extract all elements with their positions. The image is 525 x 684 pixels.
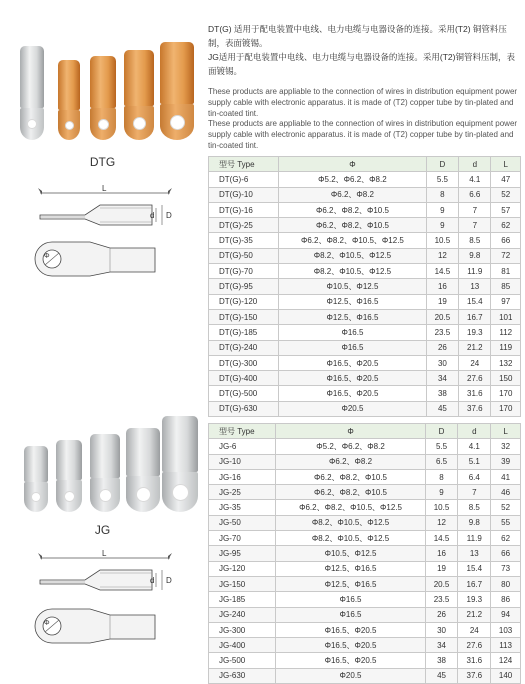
table-cell: 4.1 xyxy=(459,172,491,187)
table-row xyxy=(209,325,521,340)
table-cell: Φ5.2、Φ6.2、Φ8.2 xyxy=(279,172,427,187)
table-row xyxy=(209,607,521,622)
lug-image xyxy=(162,416,198,512)
table-row xyxy=(209,279,521,294)
table-row xyxy=(209,264,521,279)
table-cell: DT(G)-10 xyxy=(209,187,279,202)
table-cell: DT(G)-16 xyxy=(209,202,279,217)
table-cell: DT(G)-400 xyxy=(209,371,279,386)
table-row xyxy=(209,386,521,401)
table-cell: 30 xyxy=(425,622,458,637)
table-cell: 45 xyxy=(426,401,458,416)
table-cell: 31.6 xyxy=(459,386,491,401)
table-cell: 23.5 xyxy=(425,592,458,607)
table-cell: 15.4 xyxy=(459,294,491,309)
table-cell: 8.5 xyxy=(458,500,491,515)
table-cell: 20.5 xyxy=(426,309,458,324)
table-cell: 72 xyxy=(491,248,521,263)
table-cell: DT(G)-150 xyxy=(209,309,279,324)
table-cell: Φ8.2、Φ10.5、Φ12.5 xyxy=(276,515,425,530)
table-cell: 97 xyxy=(491,294,521,309)
table-cell: 15.4 xyxy=(458,561,491,576)
table-cell: DT(G)-25 xyxy=(209,218,279,233)
intro-cn-dt: DT(G) 适用于配电装置中电线、电力电缆与电器设备的连接。采用(T2) 铜管料压制，表面镀锡。 xyxy=(208,24,507,48)
dim-phi-label: Φ xyxy=(44,253,50,260)
table-cell: 103 xyxy=(491,622,521,637)
table-cell: JG-240 xyxy=(209,607,276,622)
table-cell: 52 xyxy=(491,500,521,515)
table-row xyxy=(209,218,521,233)
table-cell: JG-16 xyxy=(209,469,276,484)
intro-en-jg: These products are appliable to the connection of wires in distribution equipment power supply cable with electronic apparatus. it is made of (T2) copper tube by tin-plated and tin-coated tint. xyxy=(208,119,518,150)
table-cell: 10.5 xyxy=(426,233,458,248)
lug-image xyxy=(20,46,44,140)
jg-top-view-drawing xyxy=(30,605,190,647)
table-cell: 9.8 xyxy=(458,515,491,530)
table-cell: 10.5 xyxy=(425,500,458,515)
table-cell: Φ6.2、Φ8.2、Φ10.5 xyxy=(279,218,427,233)
table-cell: 9 xyxy=(426,218,458,233)
table-cell: 24 xyxy=(459,355,491,370)
table-cell: 46 xyxy=(491,485,521,500)
table-row xyxy=(209,485,521,500)
table-cell: 45 xyxy=(425,668,458,683)
table-cell: JG-630 xyxy=(209,668,276,683)
table-cell: Φ12.5、Φ16.5 xyxy=(276,576,425,591)
table-cell: Φ16.5 xyxy=(279,340,427,355)
lug-image xyxy=(90,434,120,512)
table-cell: Φ10.5、Φ12.5 xyxy=(276,546,425,561)
table-cell: 52 xyxy=(491,187,521,202)
table-cell: JG-70 xyxy=(209,531,276,546)
column-header: D xyxy=(426,157,458,172)
column-header: 型号 Type xyxy=(209,157,279,172)
table-cell: 16 xyxy=(425,546,458,561)
table-cell: 55 xyxy=(491,515,521,530)
dim-d-label: d xyxy=(150,576,155,585)
table-cell: Φ12.5、Φ16.5 xyxy=(279,294,427,309)
table-cell: Φ6.2、Φ8.2 xyxy=(276,454,425,469)
table-cell: 34 xyxy=(425,638,458,653)
table-cell: 24 xyxy=(458,622,491,637)
lug-image xyxy=(58,60,80,140)
table-cell: 4.1 xyxy=(458,439,491,454)
table-row xyxy=(209,546,521,561)
table-row xyxy=(209,515,521,530)
table-cell: 8 xyxy=(425,469,458,484)
table-cell: Φ6.2、Φ8.2、Φ10.5 xyxy=(276,485,425,500)
table-cell: Φ8.2、Φ10.5、Φ12.5 xyxy=(276,531,425,546)
table-cell: 6.6 xyxy=(459,187,491,202)
table-cell: 6.4 xyxy=(458,469,491,484)
table-cell: 26 xyxy=(426,340,458,355)
table-cell: JG-500 xyxy=(209,653,276,668)
lug-image xyxy=(126,428,160,512)
jg-spec-table xyxy=(208,423,521,684)
table-cell: 5.5 xyxy=(426,172,458,187)
table-cell: 14.5 xyxy=(426,264,458,279)
table-row xyxy=(209,439,521,454)
jg-model-label: JG xyxy=(94,523,111,537)
table-row xyxy=(209,309,521,324)
table-cell: 80 xyxy=(491,576,521,591)
table-cell: JG-300 xyxy=(209,622,276,637)
table-header-row xyxy=(209,424,521,439)
table-cell: Φ20.5 xyxy=(279,401,427,416)
table-cell: JG-50 xyxy=(209,515,276,530)
table-row xyxy=(209,233,521,248)
dim-d-label: d xyxy=(150,211,155,220)
table-cell: 41 xyxy=(491,469,521,484)
table-cell: 73 xyxy=(491,561,521,576)
table-row xyxy=(209,592,521,607)
table-cell: 5.5 xyxy=(425,439,458,454)
table-cell: 38 xyxy=(425,653,458,668)
table-cell: 66 xyxy=(491,546,521,561)
jg-product-photo xyxy=(10,402,200,512)
table-cell: 32 xyxy=(491,439,521,454)
dtg-product-photo xyxy=(10,30,200,140)
table-row xyxy=(209,294,521,309)
table-cell: Φ16.5、Φ20.5 xyxy=(276,638,425,653)
table-row xyxy=(209,531,521,546)
table-cell: JG-95 xyxy=(209,546,276,561)
table-cell: DT(G)-120 xyxy=(209,294,279,309)
table-cell: 85 xyxy=(491,279,521,294)
table-cell: Φ6.2、Φ8.2 xyxy=(279,187,427,202)
table-cell: 94 xyxy=(491,607,521,622)
table-cell: 37.6 xyxy=(458,668,491,683)
left-column xyxy=(0,0,205,683)
table-cell: 11.9 xyxy=(458,531,491,546)
table-cell: JG-35 xyxy=(209,500,276,515)
table-cell: Φ6.2、Φ8.2、Φ10.5、Φ12.5 xyxy=(276,500,425,515)
table-cell: JG-25 xyxy=(209,485,276,500)
table-cell: 30 xyxy=(426,355,458,370)
table-row xyxy=(209,187,521,202)
table-cell: Φ16.5 xyxy=(276,592,425,607)
table-cell: Φ16.5 xyxy=(279,325,427,340)
table-cell: Φ8.2、Φ10.5、Φ12.5 xyxy=(279,248,427,263)
table-cell: 39 xyxy=(491,454,521,469)
table-cell: 5.1 xyxy=(458,454,491,469)
table-row xyxy=(209,340,521,355)
table-header-row xyxy=(209,157,521,172)
table-cell: 37.6 xyxy=(459,401,491,416)
table-cell: Φ12.5、Φ16.5 xyxy=(279,309,427,324)
table-cell: 13 xyxy=(458,546,491,561)
table-cell: DT(G)-35 xyxy=(209,233,279,248)
table-row xyxy=(209,248,521,263)
intro-cn-jg: JG适用于配电装置中电线、电力电缆与电器设备的连接。采用(T2)铜管料压制，表面镀锡。 xyxy=(208,52,515,76)
table-row xyxy=(209,622,521,637)
table-cell: 19.3 xyxy=(458,592,491,607)
table-cell: 21.2 xyxy=(459,340,491,355)
lug-image xyxy=(56,440,82,512)
table-row xyxy=(209,638,521,653)
jg-side-view-drawing xyxy=(30,548,190,598)
intro-en-dt: These products are appliable to the connection of wires in distribution equipment power supply cable with electronic apparatus. it is made of (T2) copper tube by tin-plated and tin-coated tint. xyxy=(208,87,518,118)
table-cell: 27.6 xyxy=(458,638,491,653)
table-cell: 112 xyxy=(491,325,521,340)
table-cell: 66 xyxy=(491,233,521,248)
table-cell: 21.2 xyxy=(458,607,491,622)
table-cell: Φ8.2、Φ10.5、Φ12.5 xyxy=(279,264,427,279)
table-cell: JG-10 xyxy=(209,454,276,469)
table-cell: 86 xyxy=(491,592,521,607)
table-cell: 7 xyxy=(458,485,491,500)
column-header: Φ xyxy=(279,157,427,172)
dtg-top-view-drawing xyxy=(30,238,190,280)
table-cell: Φ5.2、Φ6.2、Φ8.2 xyxy=(276,439,425,454)
table-cell: 62 xyxy=(491,218,521,233)
table-cell: 11.9 xyxy=(459,264,491,279)
table-cell: 23.5 xyxy=(426,325,458,340)
table-cell: 170 xyxy=(491,401,521,416)
table-cell: 8.5 xyxy=(459,233,491,248)
column-header: d xyxy=(459,157,491,172)
column-header: D xyxy=(425,424,458,439)
table-cell: 132 xyxy=(491,355,521,370)
lug-image xyxy=(24,446,48,512)
table-row xyxy=(209,454,521,469)
table-row xyxy=(209,500,521,515)
table-row xyxy=(209,668,521,683)
dim-D-label: D xyxy=(166,211,172,220)
column-header: L xyxy=(491,424,521,439)
table-cell: 9 xyxy=(426,202,458,217)
table-row xyxy=(209,172,521,187)
table-cell: 31.6 xyxy=(458,653,491,668)
dtg-side-view-drawing xyxy=(30,183,190,233)
column-header: Φ xyxy=(276,424,425,439)
dim-L-label: L xyxy=(102,549,107,558)
lug-image xyxy=(90,56,116,140)
table-cell: Φ10.5、Φ12.5 xyxy=(279,279,427,294)
table-row xyxy=(209,371,521,386)
table-cell: Φ16.5 xyxy=(276,607,425,622)
right-column xyxy=(208,0,521,683)
table-cell: 12 xyxy=(426,248,458,263)
table-cell: 34 xyxy=(426,371,458,386)
lug-image xyxy=(160,42,194,140)
table-cell: JG-150 xyxy=(209,576,276,591)
dim-D-label: D xyxy=(166,576,172,585)
lug-image xyxy=(124,50,154,140)
table-cell: Φ16.5、Φ20.5 xyxy=(276,653,425,668)
table-cell: 113 xyxy=(491,638,521,653)
table-cell: 124 xyxy=(491,653,521,668)
dim-phi-label: Φ xyxy=(44,620,50,627)
table-row xyxy=(209,576,521,591)
table-cell: Φ20.5 xyxy=(276,668,425,683)
table-cell: 27.6 xyxy=(459,371,491,386)
table-row xyxy=(209,202,521,217)
table-cell: Φ16.5、Φ20.5 xyxy=(279,355,427,370)
table-cell: 20.5 xyxy=(425,576,458,591)
table-cell: 16.7 xyxy=(459,309,491,324)
table-cell: 47 xyxy=(491,172,521,187)
table-cell: JG-6 xyxy=(209,439,276,454)
table-cell: DT(G)-6 xyxy=(209,172,279,187)
table-cell: 62 xyxy=(491,531,521,546)
table-cell: 7 xyxy=(459,218,491,233)
table-cell: 38 xyxy=(426,386,458,401)
table-cell: Φ6.2、Φ8.2、Φ10.5 xyxy=(276,469,425,484)
table-cell: DT(G)-240 xyxy=(209,340,279,355)
table-row xyxy=(209,401,521,416)
table-cell: Φ16.5、Φ20.5 xyxy=(279,371,427,386)
table-cell: 6.5 xyxy=(425,454,458,469)
table-cell: Φ6.2、Φ8.2、Φ10.5、Φ12.5 xyxy=(279,233,427,248)
table-cell: JG-120 xyxy=(209,561,276,576)
table-cell: 81 xyxy=(491,264,521,279)
table-cell: 19 xyxy=(426,294,458,309)
table-row xyxy=(209,469,521,484)
table-cell: DT(G)-500 xyxy=(209,386,279,401)
table-cell: 16 xyxy=(426,279,458,294)
dt-spec-table xyxy=(208,156,521,417)
table-row xyxy=(209,561,521,576)
table-cell: JG-185 xyxy=(209,592,276,607)
table-cell: 170 xyxy=(491,386,521,401)
table-cell: 12 xyxy=(425,515,458,530)
table-cell: 9 xyxy=(425,485,458,500)
table-cell: 8 xyxy=(426,187,458,202)
table-cell: JG-400 xyxy=(209,638,276,653)
table-cell: Φ6.2、Φ8.2、Φ10.5 xyxy=(279,202,427,217)
table-cell: 19.3 xyxy=(459,325,491,340)
table-cell: 16.7 xyxy=(458,576,491,591)
table-cell: 119 xyxy=(491,340,521,355)
table-cell: DT(G)-630 xyxy=(209,401,279,416)
table-cell: DT(G)-185 xyxy=(209,325,279,340)
table-cell: 13 xyxy=(459,279,491,294)
table-cell: Φ16.5、Φ20.5 xyxy=(276,622,425,637)
table-cell: DT(G)-50 xyxy=(209,248,279,263)
column-header: L xyxy=(491,157,521,172)
table-cell: 57 xyxy=(491,202,521,217)
table-cell: Φ12.5、Φ16.5 xyxy=(276,561,425,576)
table-row xyxy=(209,653,521,668)
column-header: d xyxy=(458,424,491,439)
table-cell: 101 xyxy=(491,309,521,324)
table-cell: 7 xyxy=(459,202,491,217)
table-cell: DT(G)-95 xyxy=(209,279,279,294)
table-cell: 150 xyxy=(491,371,521,386)
dim-L-label: L xyxy=(102,184,107,193)
table-cell: 19 xyxy=(425,561,458,576)
table-row xyxy=(209,355,521,370)
column-header: 型号 Type xyxy=(209,424,276,439)
table-cell: 26 xyxy=(425,607,458,622)
table-cell: 9.8 xyxy=(459,248,491,263)
table-cell: Φ16.5、Φ20.5 xyxy=(279,386,427,401)
table-cell: DT(G)-70 xyxy=(209,264,279,279)
table-cell: 140 xyxy=(491,668,521,683)
table-cell: 14.5 xyxy=(425,531,458,546)
table-cell: DT(G)-300 xyxy=(209,355,279,370)
dtg-model-label: DTG xyxy=(89,155,116,169)
